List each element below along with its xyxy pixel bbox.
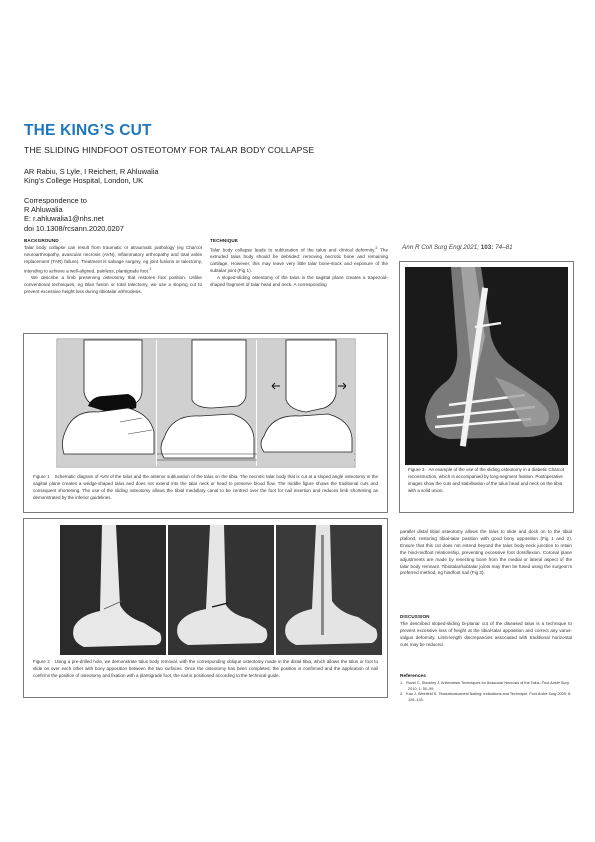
figure-2-caption — [33, 659, 378, 680]
figure-3-caption-text: An example of the use of the sliding osteotomy in a diabetic Charcot reconstruction, which is accompanied by long-segment fixation. Postoperative images show the cuts and stabilisation of the talus head and neck on the tibia with a solid union. — [408, 467, 565, 493]
doi-link[interactable]: doi 10.1308/rcsann.2020.0207 — [24, 223, 124, 233]
diagram-panel-sliding — [257, 340, 354, 466]
reference-number: 1. — [400, 680, 404, 685]
technique-para-1 — [210, 245, 388, 275]
figure-1-caption — [33, 474, 378, 502]
reference-number: 2. — [400, 692, 404, 697]
technique-heading: TECHNIQUE — [210, 238, 238, 243]
journal-name: Ann R Coll Surg Engl — [402, 244, 462, 251]
technique-para-1a: Talar body collapse leads to subluxation of the talus and clinical deformity. — [210, 247, 376, 253]
reference-text: Rozel C, Steckley J. Arthrodesis Techniques for Avascular Necrosis of the Talus. — [406, 680, 542, 685]
discussion-section — [400, 614, 572, 649]
reference-item — [400, 681, 572, 692]
figure-2-box — [23, 518, 388, 698]
technique-para-2: A sloped-sliding osteotomy of the talus in the sagittal plane creates a trapezoid-shaped fragment of talar head and neck. A corresponding — [210, 275, 388, 287]
references-heading: References — [400, 674, 426, 679]
email-link[interactable]: E: r.ahluwalia1@nhs.net — [24, 214, 104, 224]
correspondence-label: Correspondence to — [24, 196, 87, 205]
reference-item — [400, 692, 572, 703]
figure-3-label: Figure 3 — [408, 467, 425, 472]
footnote-ref: 2 — [375, 245, 378, 250]
paper-subtitle: THE SLIDING HINDFOOT OSTEOTOMY FOR TALAR BODY COLLAPSE — [24, 145, 315, 155]
correspondence-name: R Ahluwalia — [24, 205, 63, 215]
figure-2-label: Figure 2 — [33, 659, 50, 664]
journal-pages: 74–81 — [495, 244, 513, 251]
photo-panel-1 — [60, 525, 166, 655]
reference-tail: 2009; 8: 126–133. — [408, 692, 572, 702]
figure-3-caption — [408, 467, 566, 495]
technique-continued — [400, 529, 572, 577]
footnote-ref: 1 — [149, 266, 152, 271]
photo-panel-2 — [168, 525, 274, 655]
background-para-1 — [24, 245, 202, 275]
technique-continued-text: parallel distal tibial osteotomy allows the talus to slide and dock on to the tibial plafond, restoring tibial-talar position with good bony apposition (Fig 1 and 2). Ensure that this cut does not extend beyond the talus body-neck junction to retain the hind-midfoot relationship, preventing excessive foot dorsiflexion. Coronal plane adjustments are made by resecting bone from the medial or lateral aspect of the talar body remnant. Tibiotalar/subtalar joints may then be fused using the surgeon’s preferred method, eg hindfoot nail (Fig 3). — [400, 529, 572, 576]
author-block — [24, 167, 158, 185]
figure-3-xray — [405, 267, 568, 465]
photo-panel-3 — [276, 525, 382, 655]
reference-tail: 2010; 1: 50–59. — [408, 686, 435, 691]
background-para-1-text: Talar body collapse can result from traumatic or atraumatic pathology (eg Charcot neuroarthropathy, avascular necrosis (AVN), inflammatory arthropathy and total ankle replacement (TAR) failure). Treatment is salvage surgery, eg joint fusions or talectomy, intending to achieve a well-aligned, painless, plantigrade foot. — [24, 244, 202, 274]
figure-2-photos — [60, 525, 382, 655]
correspondence-block — [24, 196, 124, 233]
journal-year: 2021; — [463, 244, 480, 251]
references-section — [400, 674, 572, 703]
reference-journal: Foot Ankle Surg — [541, 680, 569, 685]
background-section — [24, 238, 202, 296]
technique-para-1b: The extruded talus body should be debrided: removing necrotic bone and remaining cartilage. However, this may leave very little talar bone-stock and exposure of the subtalar joint (Fig 1). — [210, 247, 388, 274]
reference-text: Kao J, Weinfeld S. Tibiotalocalcaneal Nailing: Indications and Technique. — [406, 692, 530, 697]
discussion-text: The described sloped-sliding bi-planar cut of the diseased talus is a technique to prevent excessive loss of height at the tibial-talar apposition and correct any varus-valgus deformity. Limb-length discrepancies associated with traditional horizontal cuts may be reduced. — [400, 620, 572, 647]
nail-implant — [321, 535, 324, 635]
tibia-bone — [286, 340, 336, 412]
paper-title: THE KING’S CUT — [24, 122, 152, 139]
authors: AR Rabiu, S Lyle, I Reichert, R Ahluwalia — [24, 167, 159, 176]
technique-section — [210, 238, 388, 289]
figure-1-caption-text: Schematic diagram of AVN of the talus and the anterior subluxation of the talus on the tibia. The necrotic talar body that is cut at a sloped angle osteotomy in the sagittal plane creates a wedge-shaped talus and does not extend into the talar neck or head to preserve blood flow. The middle figure shows the traditional cuts and consequent shortening. The use of the sliding osteotomy allows the tibial medullary canal to be centred over the foot for nail insertion and reduces limb shortening as demonstrated by the inferior guidelines. — [33, 474, 378, 500]
discussion-heading: DISCUSSION — [400, 614, 430, 619]
reference-journal: Foot Ankle Surg — [529, 692, 557, 697]
background-para-2: We describe a limb preserving osteotomy that restores foot position. Unlike conventional techniques, eg Blair fusion or total talectomy, we use a sloping cut to prevent excessive height loss during tibiotalar arthrodesis. — [24, 275, 202, 294]
tibia-bone — [192, 340, 246, 408]
figure-1-label: Figure 1 — [33, 474, 50, 479]
figure-1-box — [23, 333, 388, 513]
diagram-panel-avn — [58, 340, 156, 466]
background-heading: BACKGROUND — [24, 238, 59, 243]
figure-3-box — [399, 261, 574, 513]
figure-2-caption-text: Using a pre-drilled hole, we demonstrate talus body removal, with the corresponding oblique osteotomy made in the distal tibia, which allows the talus or foot to slide on over each other with bony apposition between the two surfaces. Once the osteotomy has been completed, the position is confirmed and the application of nail confirms the position of osteotomy and fixation with a plantigrade foot, the nail is positioned according to the technical guide. — [33, 659, 378, 678]
journal-volume: 103: — [480, 244, 494, 251]
affiliation: King’s College Hospital, London, UK — [24, 176, 144, 186]
journal-citation — [402, 244, 513, 251]
